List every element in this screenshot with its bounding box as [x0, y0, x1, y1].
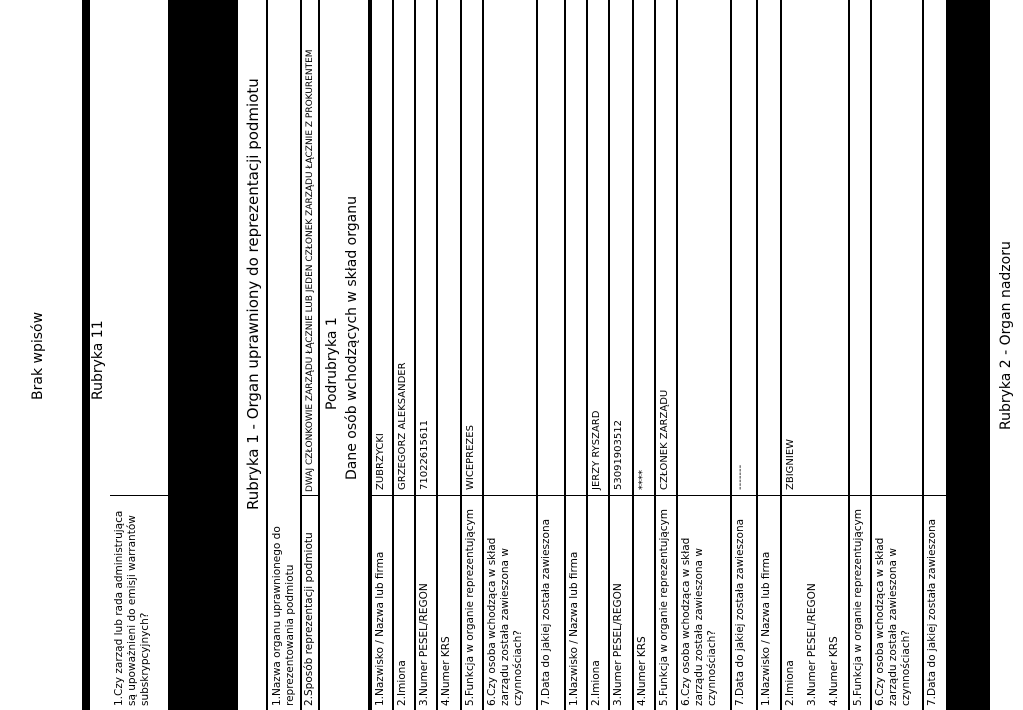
column-divider	[462, 495, 482, 496]
person-2-row	[656, 0, 676, 710]
column-divider	[302, 495, 318, 496]
podrubryka-title: Podrubryka 1	[324, 317, 340, 410]
person-field-value: 53091903512	[613, 420, 624, 490]
organ-name-row	[268, 0, 300, 710]
person-field-label: 4.Numer KRS	[440, 636, 452, 706]
column-divider	[872, 495, 922, 496]
person-2-row	[678, 0, 730, 710]
rubryka1-title: Rubryka 1 - Organ uprawniony do reprezentacji podmiotu	[244, 78, 262, 510]
column-divider	[484, 495, 536, 496]
person-3-row	[826, 0, 848, 710]
organ-name-label: 1.Nazwa organu uprawnionego do reprezentowania podmiotu	[271, 526, 296, 706]
representation-label: 2.Sposób reprezentacji podmiotu	[303, 532, 315, 706]
person-field-value: JERZY RYSZARD	[591, 410, 602, 490]
person-field-label: 7.Data do jakiej została zawieszona	[540, 518, 552, 706]
person-field-label: 5.Funkcja w organie reprezentującym	[464, 508, 476, 706]
person-field-label: 4.Numer KRS	[828, 636, 840, 706]
column-divider	[588, 495, 608, 496]
person-field-label: 4.Numer KRS	[636, 636, 648, 706]
person-2-row	[610, 0, 632, 710]
column-divider	[610, 495, 632, 496]
person-3-row	[850, 0, 870, 710]
person-field-value: ZUBRZYCKI	[375, 433, 386, 490]
rubryka2-title: Rubryka 2 - Organ nadzoru	[998, 241, 1014, 430]
rubryka11-q1-label: 1.Czy zarząd lub rada administrująca są upoważnieni do emisji warrantów subskrypcyjnych?	[113, 510, 151, 706]
person-field-value: -------	[735, 464, 746, 490]
person-field-value: WICEPREZES	[465, 425, 476, 490]
column-divider	[804, 495, 826, 496]
person-field-value: GRZEGORZ ALEKSANDER	[397, 362, 408, 490]
column-divider	[566, 495, 586, 496]
person-3-row	[804, 0, 826, 710]
representation-value: DWAJ CZŁONKOWIE ZARZĄDU ŁĄCZNIE LUB JEDEN CZŁONEK ZARZĄDU ŁĄCZNIE Z PROKURENTEM	[305, 49, 315, 492]
column-divider	[850, 495, 870, 496]
column-divider	[656, 495, 676, 496]
column-divider	[732, 495, 756, 496]
podrubryka-header	[320, 0, 368, 710]
rubryka11-header	[90, 0, 110, 710]
column-divider	[924, 495, 946, 496]
empty-section-band	[0, 0, 82, 710]
column-divider	[394, 495, 414, 496]
person-field-value: CZŁONEK ZARZĄDU	[659, 389, 670, 490]
person-field-label: 1.Nazwisko / Nazwa lub firma	[760, 551, 772, 706]
column-divider	[678, 495, 730, 496]
rubryka11-title: Rubryka 11	[90, 320, 106, 400]
person-2-row	[634, 0, 654, 710]
empty-section-text: Brak wpisów	[30, 311, 46, 400]
person-1-row	[372, 0, 392, 710]
podrubryka-subtitle: Dane osób wchodzących w skład organu	[344, 196, 360, 480]
person-field-label: 5.Funkcja w organie reprezentującym	[658, 508, 670, 706]
person-field-label: 3.Numer PESEL/REGON	[418, 583, 430, 706]
person-field-label: 5.Funkcja w organie reprezentującym	[852, 508, 864, 706]
column-divider	[826, 495, 848, 496]
person-field-label: 3.Numer PESEL/REGON	[806, 583, 818, 706]
column-divider	[372, 495, 392, 496]
column-divider	[634, 495, 654, 496]
person-field-value: 71022615611	[419, 420, 430, 490]
person-field-label: 2.Imiona	[590, 660, 602, 706]
person-2-row	[588, 0, 608, 710]
person-1-row	[438, 0, 460, 710]
person-field-label: 2.Imiona	[396, 660, 408, 706]
person-field-label: 7.Data do jakiej została zawieszona	[926, 518, 938, 706]
person-1-row	[484, 0, 536, 710]
person-1-row	[462, 0, 482, 710]
person-field-label: 3.Numer PESEL/REGON	[612, 583, 624, 706]
person-2-row	[732, 0, 756, 710]
person-field-label: 2.Imiona	[784, 660, 796, 706]
rubryka11-row	[110, 0, 168, 710]
person-field-label: 7.Data do jakiej została zawieszona	[734, 518, 746, 706]
rubryka2-header	[990, 0, 1023, 710]
rubryka1-header	[238, 0, 266, 710]
column-divider	[538, 495, 564, 496]
representation-row	[302, 0, 318, 710]
person-1-row	[416, 0, 436, 710]
person-3-row	[782, 0, 804, 710]
person-1-row	[538, 0, 564, 710]
person-3-row	[924, 0, 946, 710]
person-field-value: ZBIGNIEW	[785, 438, 796, 490]
person-field-label: 6.Czy osoba wchodząca w skład zarządu została zawieszona w czynnościach?	[874, 537, 912, 706]
person-3-row	[758, 0, 780, 710]
column-divider	[782, 495, 804, 496]
column-divider	[110, 495, 168, 496]
person-2-row	[566, 0, 586, 710]
person-1-row	[394, 0, 414, 710]
person-field-label: 6.Czy osoba wchodząca w skład zarządu została zawieszona w czynnościach?	[680, 537, 718, 706]
person-field-label: 1.Nazwisko / Nazwa lub firma	[374, 551, 386, 706]
person-3-row	[872, 0, 922, 710]
person-field-label: 1.Nazwisko / Nazwa lub firma	[568, 551, 580, 706]
person-field-value: ****	[637, 470, 648, 490]
column-divider	[758, 495, 780, 496]
person-field-label: 6.Czy osoba wchodząca w skład zarządu została zawieszona w czynnościach?	[486, 537, 524, 706]
column-divider	[416, 495, 436, 496]
column-divider	[438, 495, 460, 496]
